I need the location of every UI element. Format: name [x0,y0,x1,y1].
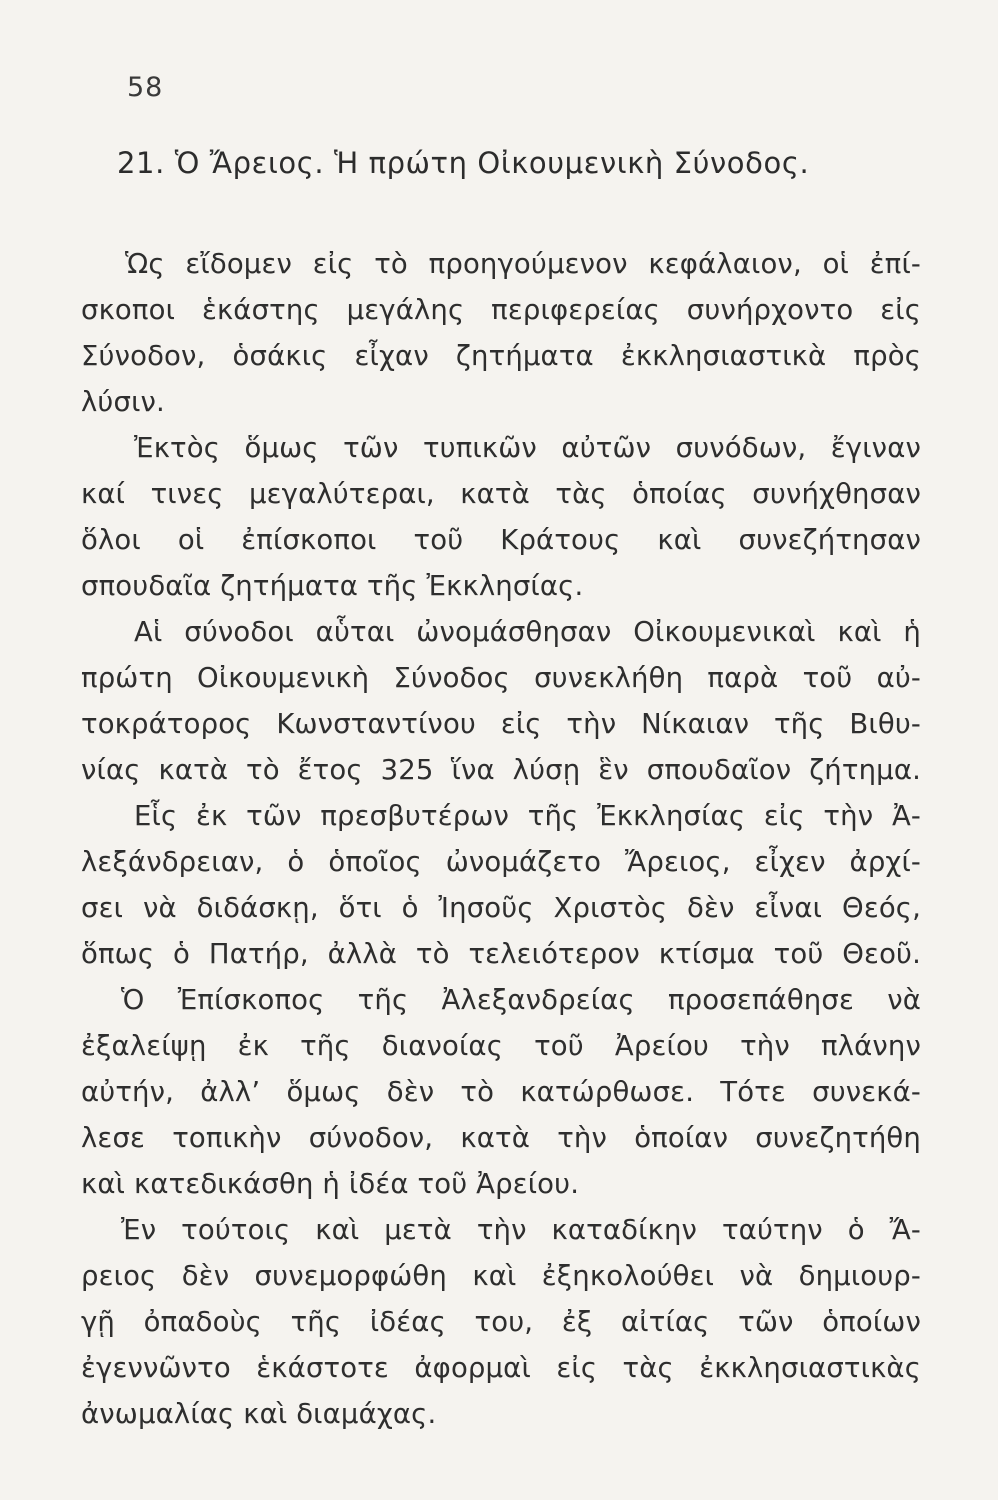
text-line: λεσε τοπικὴν σύνοδον, κατὰ τὴν ὁποίαν συνεζητήθη [81,1122,921,1154]
text-line: ὅλοι οἱ ἐπίσκοποι τοῦ Κράτους καὶ συνεζήτησαν [81,524,921,556]
text-line: Εἷς ἐκ τῶν πρεσβυτέρων τῆς Ἐκκλησίας εἰς τὴν Ἀ- [134,800,921,832]
text-line: λεξάνδρειαν, ὁ ὁποῖος ὠνομάζετο Ἄρειος, εἶχεν ἀρχί- [81,846,921,878]
text-line: ὅπως ὁ Πατήρ, ἀλλὰ τὸ τελειότερον κτίσμα τοῦ Θεοῦ. [81,938,921,970]
text-line: ἐγεννῶντο ἑκάστοτε ἀφορμαὶ εἰς τὰς ἐκκλησιαστικὰς [81,1352,921,1384]
text-line: Ὡς εἴδομεν εἰς τὸ προηγούμενον κεφάλαιον, οἱ ἐπί- [125,248,921,280]
text-line: ἐξαλείψῃ ἐκ τῆς διανοίας τοῦ Ἀρείου τὴν πλάνην [81,1030,921,1062]
text-line: Αἱ σύνοδοι αὗται ὠνομάσθησαν Οἰκουμενικαὶ καὶ ἡ [134,616,921,648]
text-line: ἀνωμαλίας καὶ διαμάχας. [81,1398,437,1430]
text-line: Ἐκτὸς ὅμως τῶν τυπικῶν αὐτῶν συνόδων, ἔγιναν [134,432,921,464]
text-line: τοκράτορος Κωνσταντίνου εἰς τὴν Νίκαιαν τῆς Βιθυ- [81,708,921,740]
text-line: ρειος δὲν συνεμορφώθη καὶ ἐξηκολούθει νὰ δημιουρ- [81,1260,921,1292]
text-line: καί τινες μεγαλύτεραι, κατὰ τὰς ὁποίας συνήχθησαν [81,478,921,510]
text-line: Σύνοδον, ὁσάκις εἶχαν ζητήματα ἐκκλησιαστικὰ πρὸς [81,340,921,372]
page-number: 58 [127,72,164,103]
text-line: σπουδαῖα ζητήματα τῆς Ἐκκλησίας. [81,570,584,602]
text-line: Ὁ Ἐπίσκοπος τῆς Ἀλεξανδρείας προσεπάθησε νὰ [121,984,921,1016]
text-line: γῇ ὀπαδοὺς τῆς ἰδέας του, ἐξ αἰτίας τῶν ὁποίων [81,1306,921,1338]
chapter-title: 21. Ὁ Ἄρειος. Ἡ πρώτη Οἰκουμενικὴ Σύνοδος. [117,146,810,180]
text-line: νίας κατὰ τὸ ἔτος 325 ἵνα λύσῃ ἓν σπουδαῖον ζήτημα. [81,754,921,786]
text-line: Ἐν τούτοις καὶ μετὰ τὴν καταδίκην ταύτην ὁ Ἄ- [121,1214,921,1246]
text-line: αὐτήν, ἀλλ’ ὅμως δὲν τὸ κατώρθωσε. Τότε συνεκά- [81,1076,921,1108]
text-line: λύσιν. [81,386,165,418]
text-line: σκοποι ἑκάστης μεγάλης περιφερείας συνήρχοντο εἰς [81,294,921,326]
text-line: καὶ κατεδικάσθη ἡ ἰδέα τοῦ Ἀρείου. [81,1168,580,1200]
text-line: σει νὰ διδάσκῃ, ὅτι ὁ Ἰησοῦς Χριστὸς δὲν εἶναι Θεός, [81,892,921,924]
text-line: πρώτη Οἰκουμενικὴ Σύνοδος συνεκλήθη παρὰ τοῦ αὐ- [81,662,921,694]
